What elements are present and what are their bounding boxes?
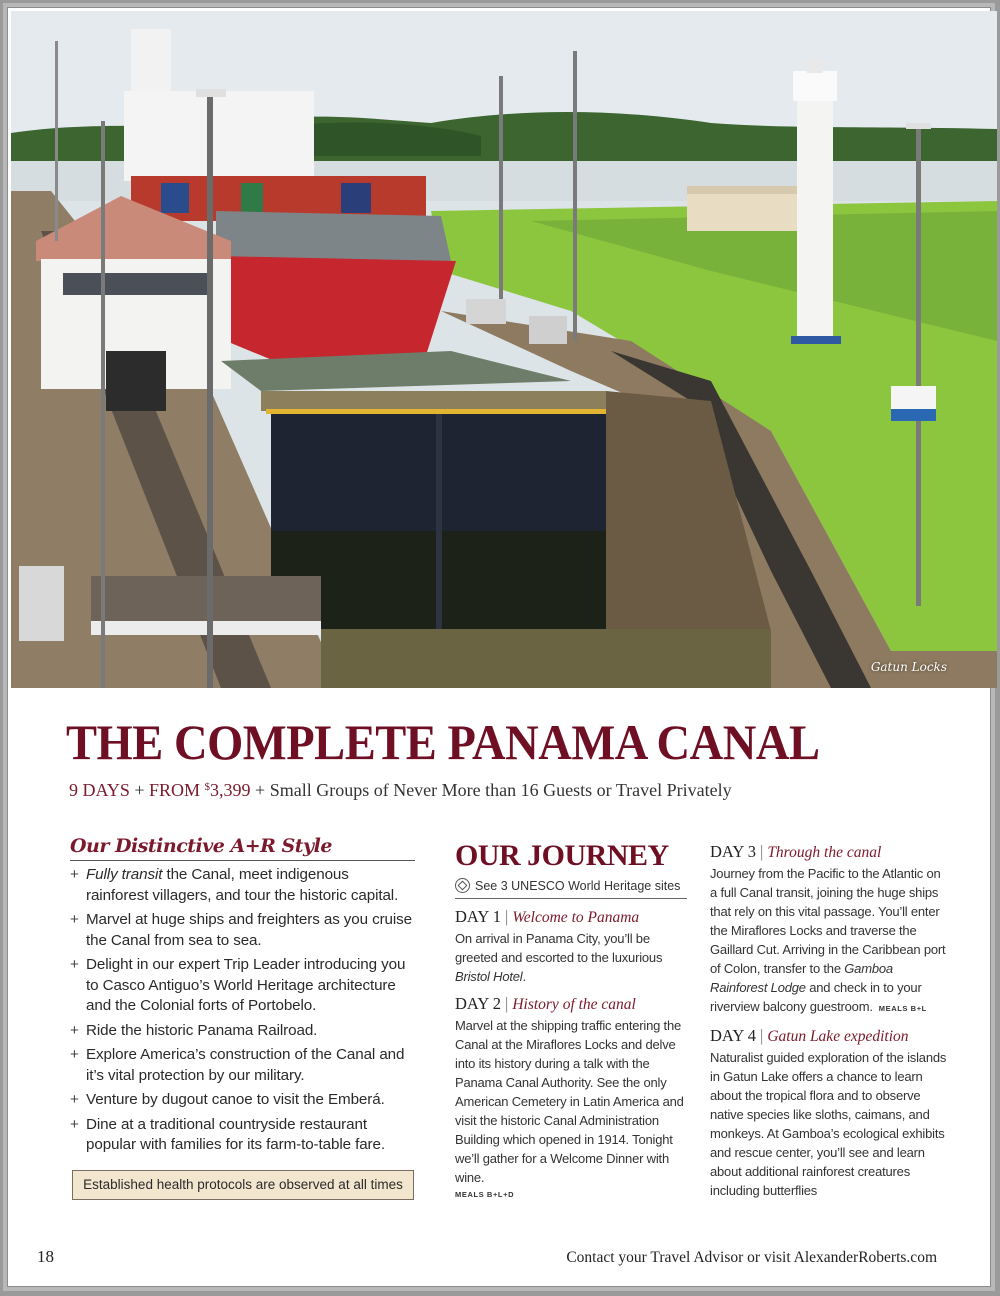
itinerary-day-2 [455, 995, 687, 1199]
trip-summary [69, 780, 732, 801]
from-label: FROM [149, 780, 205, 800]
day-label: DAY 4 [710, 1025, 756, 1045]
journey-heading: OUR JOURNEY [455, 839, 669, 872]
bullet-text: Explore America’s construction of the Canal and it’s vital protection by our military. [86, 1046, 405, 1084]
style-bullet [70, 1021, 415, 1042]
style-bullet [70, 865, 415, 906]
day-label: DAY 2 [455, 993, 501, 1013]
bullet-text: Marvel at huge ships and freighters as you cruise the Canal from sea to sea. [86, 911, 413, 949]
meals-included: MEALS B+L [878, 1003, 927, 1013]
canal-locks-illustration [11, 11, 997, 688]
separator-plus: + [255, 780, 266, 800]
day-description: Naturalist guided exploration of the islands in Gatun Lake offers a chance to learn about the tropical flora and to observe native species like sloths, caimans, and monkeys. At Gamboa’s ecological exhibits and rescue center, you’ll see and learn about additional rainforest creatures including butterflies [710, 1049, 947, 1198]
price-label [149, 780, 251, 800]
day-heading [455, 908, 687, 927]
day-name: Gatun Lake expedition [767, 1027, 909, 1045]
separator: | [505, 907, 509, 926]
separator-plus: + [134, 780, 145, 800]
style-section [70, 835, 415, 1200]
day-text: On arrival in Panama City, you’ll be greeted and escorted to the luxurious [455, 930, 663, 965]
separator: | [505, 993, 509, 1013]
bullet-text: Ride the historic Panama Railroad. [86, 1021, 318, 1039]
journey-section-continued [710, 843, 950, 1200]
unesco-text: See 3 UNESCO World Heritage sites [475, 878, 681, 893]
footer-contact: Contact your Travel Advisor or visit AlexanderRoberts.com [566, 1249, 937, 1266]
trip-duration: 9 DAYS [69, 780, 130, 800]
page-number: 18 [37, 1247, 54, 1266]
style-bullet [70, 910, 415, 951]
style-bullet [70, 955, 415, 1017]
day-name: Welcome to Panama [512, 909, 640, 926]
day-heading [710, 1027, 950, 1046]
lodge-name: Gamboa Rainforest Lodge [710, 960, 893, 995]
itinerary-day-3 [710, 843, 950, 1018]
hero-photo-gatun-locks [11, 11, 997, 688]
day-description [455, 929, 687, 986]
day-text: Journey from the Pacific to the Atlantic on a full Canal transit, joining the huge ships that rely on this vital passage. You’ll enter the Miraflores Locks and traverse the Gaillard Cut. Arriving in the Caribbean port of Colon, transfer to the [710, 865, 946, 976]
unesco-world-heritage-icon [455, 878, 470, 893]
meals-included: MEALS B+L+D [455, 1189, 515, 1199]
itinerary-day-4 [710, 1027, 950, 1200]
style-section-heading: Our Distinctive A+R Style [70, 835, 415, 861]
bullet-text: Venture by dugout canoe to visit the Emberá. [86, 1091, 385, 1108]
day-heading [710, 843, 950, 862]
day-name: History of the canal [512, 995, 636, 1013]
group-info: Small Groups of Never More than 16 Guests or Travel Privately [269, 780, 732, 800]
day-heading [455, 995, 687, 1014]
day-label: DAY 1 [455, 907, 501, 926]
photo-caption: Gatun Locks [870, 660, 947, 674]
currency-symbol: $ [204, 781, 211, 793]
day-name: Through the canal [767, 844, 882, 861]
day-text-end: . [522, 968, 526, 984]
day-text-end: and check in to your riverview balcony guestroom. [710, 979, 922, 1014]
price-value: 3,399 [210, 780, 251, 800]
page-title: THE COMPLETE PANAMA CANAL [66, 714, 820, 770]
brochure-page [3, 3, 995, 1291]
hotel-name: Bristol Hotel [455, 968, 523, 984]
bullet-text: Delight in our expert Trip Leader introducing you to Casco Antiguo’s World Heritage architecture and the Colonial forts of Portobelo. [86, 956, 406, 1014]
day-description [710, 864, 950, 1018]
unesco-note [455, 878, 687, 899]
health-protocol-note: Established health protocols are observed at all times [72, 1170, 414, 1200]
style-bullet [70, 1045, 415, 1086]
style-bullet [70, 1090, 415, 1111]
bullet-emphasis: Fully transit [86, 866, 163, 883]
style-bullet-list [70, 865, 415, 1156]
separator: | [760, 842, 764, 861]
style-bullet [70, 1115, 415, 1156]
day-description: Marvel at the shipping traffic entering the Canal at the Miraflores Locks and delve into its history during a talk with the Panama Canal Authority. See the only American Cemetery in Latin America and visit the historic Canal Administration Building which opened in 1914. Tonight we’ll gather for a Welcome Dinner with wine. [455, 1017, 684, 1185]
itinerary-day-1 [455, 908, 687, 986]
journey-section [455, 841, 687, 1199]
bullet-text: Dine at a traditional countryside restaurant popular with families for its farm-to-table fare. [86, 1115, 385, 1153]
day-label: DAY 3 [710, 842, 756, 861]
separator: | [760, 1025, 764, 1045]
bullet-text: the Canal, meet indigenous rainforest villagers, and tour the historic capital. [86, 866, 399, 904]
